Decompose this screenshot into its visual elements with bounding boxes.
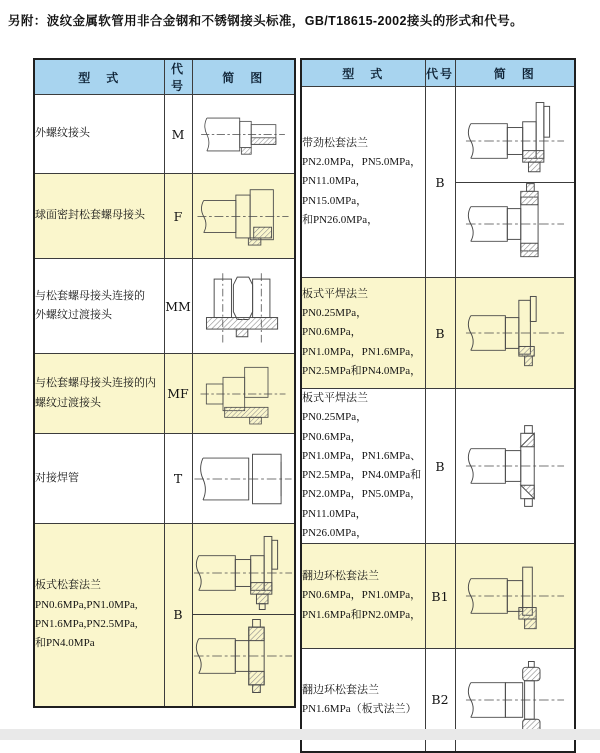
fitting-type-cell (34, 434, 164, 524)
fitting-diagram-cell (192, 259, 295, 354)
fitting-type-cell (34, 354, 164, 434)
fitting-code-cell: MM (164, 259, 192, 354)
col-header-type: 型 式 (301, 59, 425, 87)
type-line: PN0.6MPa，PN1.0MPa， (302, 589, 422, 602)
lap-ring-loose-flange-diagram (456, 555, 575, 637)
fitting-code-cell: B (164, 524, 192, 707)
table-row (34, 174, 295, 259)
fitting-table-right (300, 58, 576, 753)
type-line: 板式平焊法兰 (302, 392, 368, 404)
header-row (301, 59, 575, 87)
tables-area (33, 58, 576, 753)
fitting-code-cell: B1 (425, 544, 455, 649)
fitting-table-left (33, 58, 296, 708)
fitting-type-cell (301, 544, 425, 649)
fitting-diagram-cell (455, 389, 575, 544)
type-line: 带劲松套法兰 (302, 136, 368, 149)
spherical-loose-nut-fitting-diagram (193, 179, 295, 254)
plate-loose-flange-front-diagram (193, 532, 295, 614)
fitting-type-cell (301, 278, 425, 389)
type-line: 和PN26.0MPa， (302, 213, 379, 226)
type-line: 与松套螺母接头连接的内 (35, 377, 156, 390)
diagram-stack (193, 532, 295, 697)
fitting-diagram-cell (455, 278, 575, 389)
fitting-diagram-cell (192, 434, 295, 524)
flat-weld-flange-diagram (456, 292, 575, 374)
diagram-stack (456, 100, 575, 265)
type-line: 板式平焊法兰 (302, 287, 368, 300)
type-line: PN2.0MPa，PN5.0MPa， (302, 156, 422, 169)
neck-loose-flange-section-diagram (456, 182, 575, 265)
type-line: PN0.25MPa，PN0.6MPa， (302, 411, 368, 443)
type-line: 和PN4.0MPa (35, 637, 95, 649)
fitting-code-cell: B (425, 87, 455, 278)
col-header-code: 代号 (425, 59, 455, 87)
fitting-type-cell (301, 87, 425, 278)
fitting-code-cell: T (164, 434, 192, 524)
type-line: 外螺纹过渡接头 (35, 309, 112, 321)
type-line: PN1.6MPa和PN2.0MPa， (302, 608, 422, 621)
fitting-type-cell (34, 259, 164, 354)
type-line: PN1.6MPa,PN2.5MPa, (35, 617, 138, 630)
type-line: PN2.0MPa，PN5.0MPa， (302, 488, 422, 501)
type-line: PN2.5MPa和PN4.0MPa， (302, 364, 422, 377)
table-row (301, 389, 575, 544)
table-row (34, 524, 295, 707)
type-line: 球面密封松套螺母接头 (35, 209, 145, 222)
col-header-diagram: 简 图 (455, 59, 575, 87)
weld-flange-section-diagram (456, 425, 575, 507)
col-header-code: 代号 (164, 59, 192, 95)
col-header-type: 型 式 (34, 59, 164, 95)
butt-weld-pipe-diagram (193, 439, 295, 519)
type-line: 翻边环松套法兰 (302, 683, 379, 696)
table-row (301, 544, 575, 649)
fitting-diagram-cell (455, 544, 575, 649)
neck-loose-flange-front-diagram (456, 100, 575, 182)
page-bottom-edge (0, 729, 600, 740)
type-line: 与松套螺母接头连接的 (35, 289, 145, 302)
table-row (34, 95, 295, 174)
fitting-code-cell: B (425, 389, 455, 544)
fitting-type-cell (301, 389, 425, 544)
fitting-diagram-cell (192, 524, 295, 707)
col-header-diagram: 简 图 (192, 59, 295, 95)
type-line: PN0.25MPa，PN0.6MPa， (302, 307, 368, 339)
type-line: PN1.6MPa（板式法兰） (302, 702, 417, 715)
type-line: 螺纹过渡接头 (35, 396, 101, 409)
male-thread-fitting-diagram (193, 100, 295, 169)
table-row (34, 354, 295, 434)
table-row (301, 278, 575, 389)
fitting-code-cell: B (425, 278, 455, 389)
fitting-diagram-cell (192, 174, 295, 259)
fitting-type-cell (34, 95, 164, 174)
fitting-type-cell (34, 174, 164, 259)
double-male-adapter-diagram (193, 265, 295, 347)
type-line: PN11.0MPa，PN15.0MPa， (302, 175, 368, 207)
fitting-diagram-cell (455, 87, 575, 278)
fitting-diagram-cell (192, 95, 295, 174)
fitting-code-cell: M (164, 95, 192, 174)
type-line: PN11.0MPa，PN26.0MPa， (302, 507, 368, 539)
type-line: 翻边环松套法兰 (302, 570, 379, 583)
fitting-code-cell: F (164, 174, 192, 259)
type-line: 板式松套法兰 (35, 579, 101, 592)
fitting-diagram-cell (192, 354, 295, 434)
type-line: PN1.0MPa，PN1.6MPa、 (302, 449, 422, 462)
fitting-type-cell (34, 524, 164, 707)
type-line: 对接焊管 (35, 471, 79, 484)
plate-loose-flange-section-diagram (193, 614, 295, 697)
page-title: 另附：波纹金属软管用非合金钢和不锈钢接头标准，GB/T18615-2002接头的形式和代号。 (8, 14, 523, 28)
type-line: 外螺纹接头 (35, 127, 90, 140)
table-row (301, 87, 575, 278)
type-line: PN0.6MPa,PN1.0MPa, (35, 598, 138, 611)
fitting-code-cell: B2 (425, 649, 455, 752)
female-adapter-diagram (193, 359, 295, 429)
table-row (34, 259, 295, 354)
header-row (34, 59, 295, 95)
fitting-code-cell: MF (164, 354, 192, 434)
type-line: PN1.0MPa，PN1.6MPa， (302, 345, 422, 358)
table-row (34, 434, 295, 524)
type-line: PN2.5MPa，PN4.0MPa和 (302, 469, 422, 481)
